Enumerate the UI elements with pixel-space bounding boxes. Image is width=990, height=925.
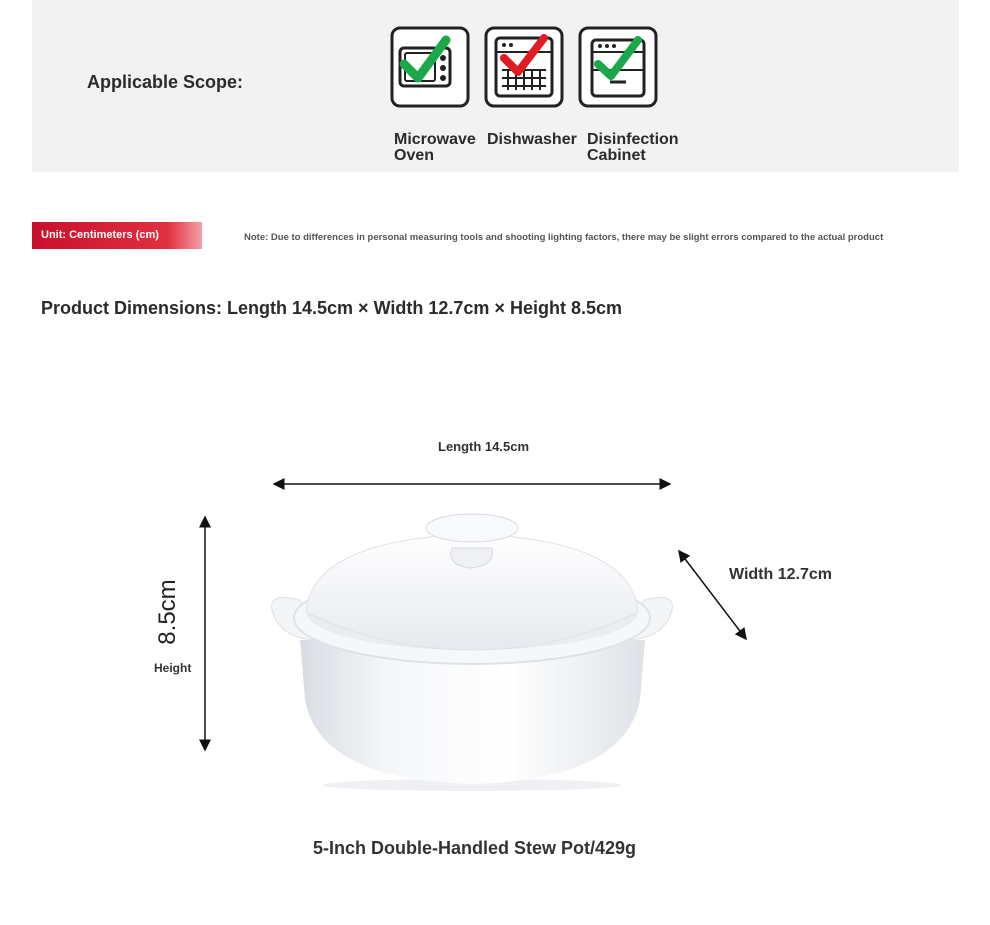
width-label: Width 12.7cm xyxy=(729,566,832,583)
height-value: 8.5cm xyxy=(154,579,181,645)
scope-title: Applicable Scope: xyxy=(87,72,244,92)
disinfection-cabinet-label: Disinfection Cabinet xyxy=(587,131,679,164)
length-label: Length 14.5cm xyxy=(438,439,530,454)
stew-pot-image xyxy=(272,514,673,791)
width-arrow xyxy=(679,551,746,639)
unit-badge: Unit: Centimeters (cm) xyxy=(32,222,202,249)
height-label: Height xyxy=(154,661,192,675)
product-caption: 5-Inch Double-Handled Stew Pot/429g xyxy=(313,838,637,858)
measurement-note: Note: Due to differences in personal measuring tools and shooting lighting factors, there may be slight errors compared to the actual product xyxy=(244,232,884,243)
product-dimensions: Product Dimensions: Length 14.5cm × Width 12.7cm × Height 8.5cm xyxy=(41,298,622,318)
dishwasher-label: Dishwasher xyxy=(487,131,577,148)
microwave-oven-label: Microwave Oven xyxy=(394,131,476,164)
